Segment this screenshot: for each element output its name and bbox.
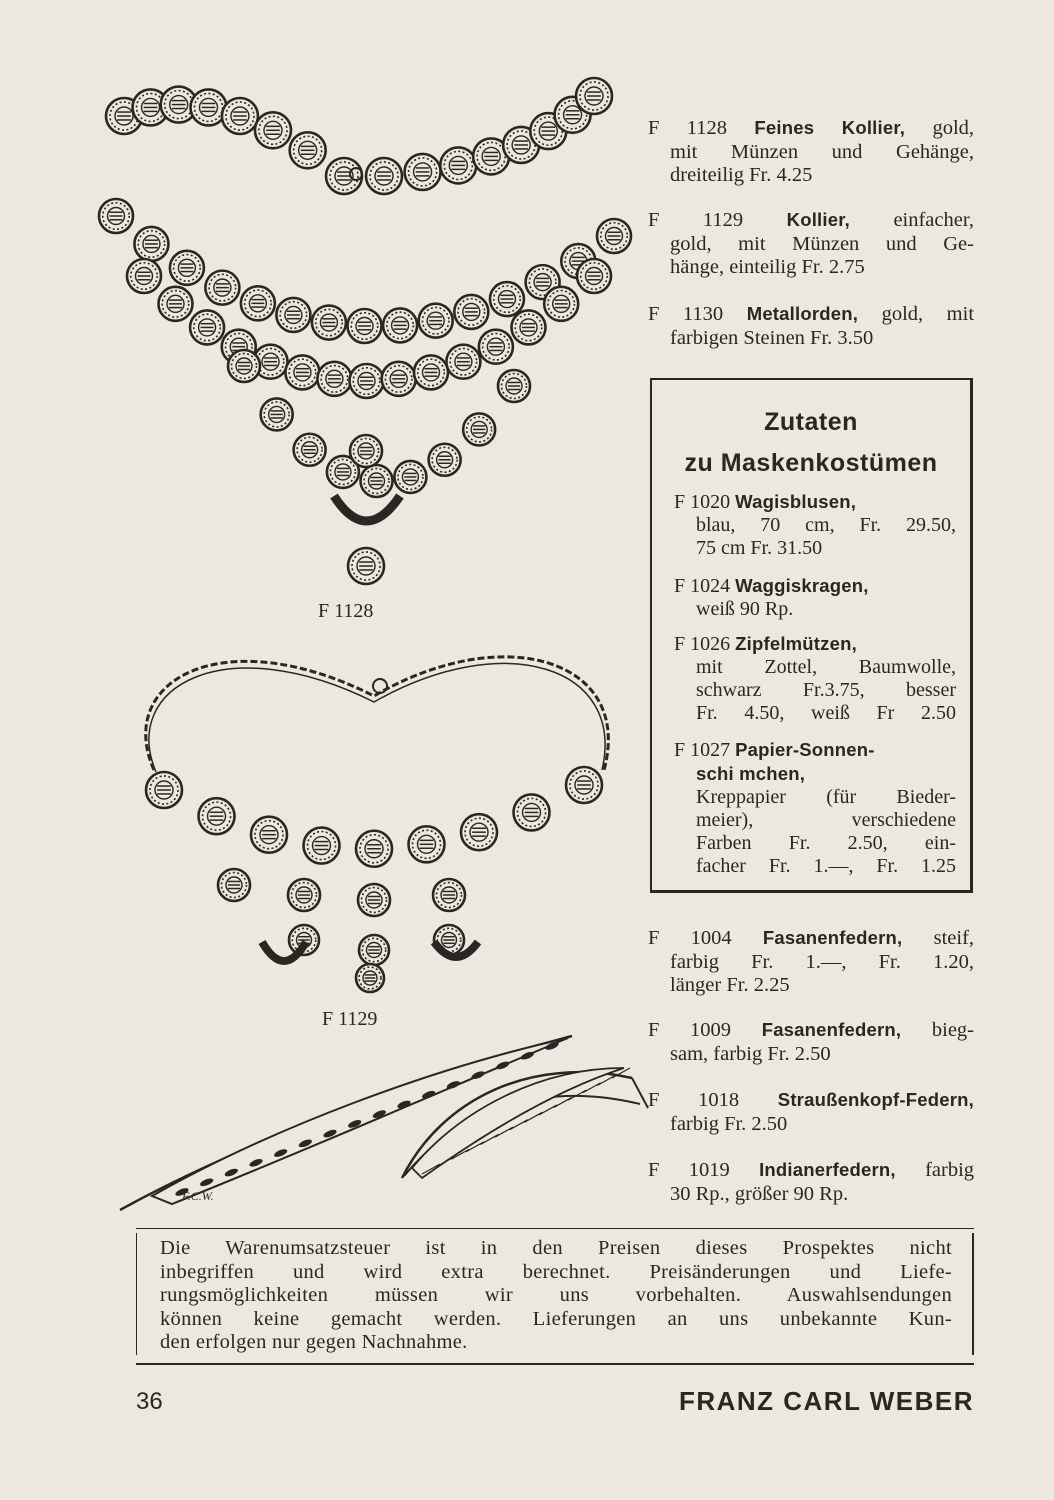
coin-medallion (170, 251, 204, 285)
caption-f1129: F 1129 (322, 1008, 378, 1030)
coin-medallion (490, 282, 524, 316)
item-name: Kollier, (786, 209, 850, 230)
coin-medallion (146, 772, 182, 808)
coin-medallion (199, 798, 235, 834)
item-f1027: F 1027 Papier-Sonnen- schi mchen, Kreppapier (für Bieder- meier), verschiedene Farben Fr. 2.50, ein- facher Fr. 1.—, Fr. 1.25 (674, 739, 956, 877)
coin-medallion (261, 398, 293, 430)
item-f1018: F 1018 Straußenkopf-Federn, farbig Fr. 2.50 (648, 1089, 974, 1135)
coin-medallion (317, 362, 351, 396)
coin-medallion (190, 310, 224, 344)
item-f1020: F 1020 Wagisblusen, blau, 70 cm, Fr. 29.50, 75 cm Fr. 31.50 (674, 491, 956, 559)
coin-medallion (361, 465, 393, 497)
coin-medallion (405, 154, 441, 190)
coin-medallion (285, 355, 319, 389)
coin-medallion (348, 309, 382, 343)
coin-medallion (454, 295, 488, 329)
coin-medallion (326, 158, 362, 194)
masquerade-accessories-box (650, 378, 973, 893)
coin-medallion (498, 370, 530, 402)
coin-medallion (566, 767, 602, 803)
coin-medallion (419, 304, 453, 338)
signature-initials: F.C.W. (182, 1189, 214, 1203)
coin-medallion (440, 147, 476, 183)
coin-medallion (304, 828, 340, 864)
coin-medallion (222, 98, 258, 134)
coin-medallion (218, 869, 250, 901)
coin-medallion (294, 434, 326, 466)
coin-medallion (544, 287, 578, 321)
coin-medallion (433, 879, 465, 911)
coin-medallion (414, 355, 448, 389)
item-f1128: F 1128 Feines Kollier, gold, mit Münzen und Gehänge, dreiteilig Fr. 4.25 (648, 117, 975, 186)
coin-medallion (514, 794, 550, 830)
item-code: F 1129 (648, 209, 744, 231)
page-number: 36 (136, 1388, 163, 1415)
coin-medallion (366, 158, 402, 194)
tax-notice: Die Warenumsatzsteuer ist in den Preisen dieses Prospektes nicht inbegriffen und wird extra berechnet. Preisänderungen und Liefe- rungsmöglichkeiten müssen wir uns vorbehalten. Auswahlsendungen können keine gemacht werden. Lieferungen an uns unbekannte Kun- den erfolgen nur gegen Nachnahme. (136, 1228, 974, 1365)
necklace-f1129-illustration (104, 620, 634, 1010)
item-code: F 1130 (648, 303, 724, 325)
coin-medallion (576, 78, 612, 114)
coin-medallion (350, 364, 384, 398)
coin-medallion (446, 345, 480, 379)
coin-medallion (99, 199, 133, 233)
item-f1129: F 1129 Kollier, einfacher, gold, mit Münzen und Ge- hänge, einteilig Fr. 2.75 (648, 209, 974, 278)
coin-medallion (382, 362, 416, 396)
coin-medallion (158, 287, 192, 321)
coin-medallion (394, 461, 426, 493)
coin-medallion (511, 310, 545, 344)
coin-medallion (288, 879, 320, 911)
item-name: Feines Kollier, (754, 117, 906, 138)
necklace-f1128-illustration (94, 66, 640, 596)
coin-medallion (356, 964, 384, 992)
coin-medallion (383, 308, 417, 342)
coin-medallion (348, 548, 384, 584)
coin-medallion (255, 112, 291, 148)
coin-medallion (205, 271, 239, 305)
item-f1024: F 1024 Waggiskragen, weiß 90 Rp. (674, 575, 869, 620)
box-title: Zutaten zu Maskenkostümen (684, 408, 938, 477)
brand-name: FRANZ CARL WEBER (678, 1386, 974, 1416)
coin-medallion (429, 444, 461, 476)
coin-medallion (358, 884, 390, 916)
coin-medallion (312, 306, 346, 340)
coin-medallion (356, 831, 392, 867)
item-f1130: F 1130 Metallorden, gold, mit farbigen Steinen Fr. 3.50 (648, 303, 975, 349)
item-f1004: F 1004 Fasanenfedern, steif, farbig Fr. 1.—, Fr. 1.20, länger Fr. 2.25 (648, 927, 975, 996)
feathers-illustration (112, 1028, 652, 1218)
coin-medallion (276, 298, 310, 332)
coin-medallion (461, 814, 497, 850)
coin-medallion (409, 826, 445, 862)
item-code: F 1128 (648, 117, 728, 139)
coin-medallion (290, 132, 326, 168)
item-f1026: F 1026 Zipfelmützen, mit Zottel, Baumwolle, schwarz Fr.3.75, besser Fr. 4.50, weiß Fr 2.50 (674, 633, 956, 724)
coin-medallion (241, 286, 275, 320)
coin-medallion (597, 219, 631, 253)
coin-medallion (127, 259, 161, 293)
item-f1009: F 1009 Fasanenfedern, bieg- sam, farbig Fr. 2.50 (648, 1019, 974, 1065)
coin-medallion (228, 350, 260, 382)
coin-medallion (463, 413, 495, 445)
item-name: Metallorden, (746, 303, 859, 324)
coin-medallion (359, 935, 389, 965)
item-f1019: F 1019 Indianerfedern, farbig 30 Rp., größer 90 Rp. (648, 1159, 975, 1205)
coin-medallion (577, 259, 611, 293)
coin-medallion (479, 330, 513, 364)
caption-f1128: F 1128 (318, 600, 374, 622)
coin-medallion (251, 817, 287, 853)
coin-medallion (350, 435, 382, 467)
coin-medallion (134, 227, 168, 261)
